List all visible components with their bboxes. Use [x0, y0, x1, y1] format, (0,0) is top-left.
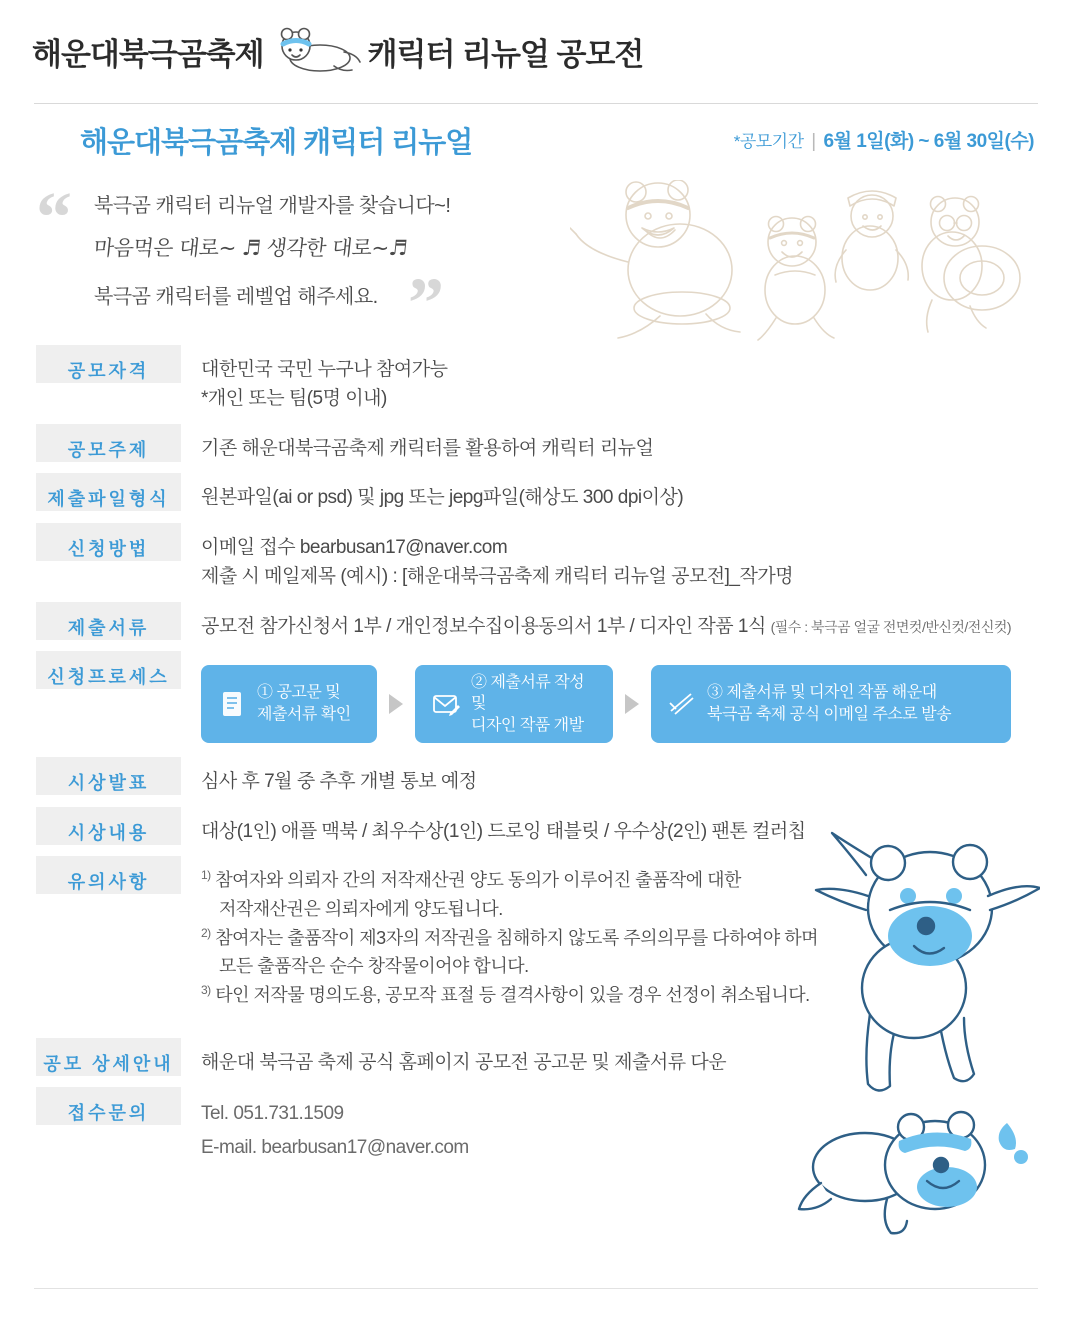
value-line: 대상(1인) 애플 맥북 / 최우수상(1인) 드로잉 태블릿 / 우수상(2인) 팬톤 컬러칩 [201, 820, 806, 842]
period-label: *공모기간 [733, 132, 804, 151]
row-value [181, 473, 1036, 522]
send-icon [665, 687, 699, 721]
arrow-icon [389, 694, 403, 714]
page-title: 해운대북극곰축제 캐릭터 리뉴얼 [80, 127, 473, 159]
value-line: 해운대 북극곰 축제 공식 홈페이지 공모전 공고문 및 제출서류 다운 [201, 1051, 727, 1073]
table-row [36, 602, 1036, 651]
row-label-text: 공모주제 [67, 439, 150, 460]
value-line: 원본파일(ai or psd) 및 jpg 또는 jepg파일(해상도 300 dpi이상) [201, 487, 684, 509]
row-label [36, 1038, 181, 1076]
table-row-process [36, 651, 1036, 757]
row-label-text: 신청프로세스 [47, 667, 170, 688]
quote-open-mark: “ [36, 177, 72, 257]
row-label [36, 757, 181, 795]
notice-number: 3) [201, 983, 211, 998]
process-step-3-label: ③ 제출서류 및 디자인 작품 해운대 북극곰 축제 공식 이메일 주소로 발송 [707, 684, 952, 724]
value-line: 제출 시 메일제목 (예시) : [해운대북극곰축제 캐릭터 리뉴얼 공모전]_작가명 [201, 566, 794, 588]
row-label-text: 시상내용 [67, 822, 150, 843]
row-label-text: 공모자격 [67, 361, 150, 381]
row-label [36, 856, 181, 894]
polar-bear-mascot-character [810, 818, 1040, 1108]
row-label-text: 신청방법 [67, 538, 150, 559]
row-label-text: 접수문의 [67, 1103, 150, 1124]
polar-bear-logo-icon [274, 22, 364, 80]
header-title: 캐릭터 리뉴얼 공모전 [367, 36, 644, 72]
row-value [181, 523, 1036, 602]
row-label [36, 424, 181, 462]
value-line: 대한민국 국민 누구나 참여가능 [201, 359, 448, 380]
value-note: (필수 : 북극곰 얼굴 전면컷/반신컷/전신컷) [770, 618, 1012, 635]
process-flow [181, 651, 1036, 757]
notice-text: 참여자는 출품작이 제3자의 저작권을 침해하지 않도록 주의의무를 다하여야 하며 [215, 927, 819, 948]
row-value [181, 424, 1036, 473]
period-value: 6월 1일(화) ~ 6월 30일(수) [823, 131, 1034, 152]
row-value [181, 602, 1036, 651]
notice-text-cont: 모든 출품작은 순수 창작물이어야 합니다. [219, 956, 529, 977]
process-step-1[interactable] [201, 665, 377, 743]
header-inner [32, 22, 643, 80]
process-step-2[interactable] [415, 665, 613, 743]
row-label-text: 제출파일형식 [47, 489, 170, 510]
table-row [36, 523, 1036, 602]
notice-number: 1) [201, 867, 211, 882]
table-row [36, 345, 1036, 424]
process-step-2-label: ② 제출서류 작성 및 디자인 작품 개발 [471, 673, 585, 734]
envelope-pencil-icon [429, 687, 463, 721]
value-line: 심사 후 7월 중 추후 개별 통보 예정 [201, 771, 477, 793]
row-value [181, 345, 1036, 424]
notice-text: 참여자와 의뢰자 간의 저작재산권 양도 동의가 이루어진 출품작에 대한 [215, 869, 741, 890]
row-label [36, 807, 181, 845]
quote-line-1: 북극곰 캐릭터 리뉴얼 개발자를 찾습니다~! [94, 195, 451, 217]
row-value [181, 651, 1036, 757]
page-header [0, 0, 1070, 103]
row-label-text: 시상발표 [67, 773, 150, 794]
quote-line-2: 마음먹은 대로~ ♬ 생각한 대로~♬ [92, 236, 409, 260]
table-row [36, 473, 1036, 522]
row-label-text: 제출서류 [67, 617, 150, 638]
contact-email: E-mail. bearbusan17@naver.com [201, 1136, 469, 1158]
value-line: *개인 또는 팀(5명 이내) [201, 388, 387, 410]
document-icon [215, 687, 249, 721]
table-row [36, 757, 1036, 806]
notice-text-cont: 저작재산권은 의뢰자에게 양도됩니다. [219, 898, 503, 919]
quote-block [36, 175, 596, 343]
quote-line-3: 북극곰 캐릭터를 레벨업 해주세요. [94, 286, 378, 308]
process-step-1-label: ① 공고문 및 제출서류 확인 [257, 684, 351, 724]
arrow-icon [625, 694, 639, 714]
process-step-3[interactable] [651, 665, 1011, 743]
row-label [36, 473, 181, 511]
footer-divider [34, 1288, 1038, 1289]
row-label-text: 유의사항 [67, 871, 150, 892]
row-label [36, 602, 181, 640]
bears-group-line-art [570, 180, 1040, 345]
header-divider [34, 103, 1038, 104]
row-label-text: 공모 상세안내 [43, 1053, 174, 1074]
contact-tel: Tel. 051.731.1509 [201, 1103, 344, 1125]
title-row [0, 120, 1070, 166]
festival-logo-text: 해운대북극곰축제 [32, 36, 264, 72]
row-label [36, 1087, 181, 1125]
notice-text: 타인 저작물 명의도용, 공모작 표절 등 결격사항이 있을 경우 선정이 취소됩니다. [215, 985, 810, 1006]
value-line: 공모전 참가신청서 1부 / 개인정보수집이용동의서 1부 / 디자인 작품 1식 [201, 615, 766, 637]
period-separator: | [811, 131, 816, 152]
table-row [36, 424, 1036, 473]
value-line: 이메일 접수 bearbusan17@naver.com [201, 536, 508, 558]
row-label [36, 523, 181, 561]
application-period [734, 126, 1034, 153]
row-value [181, 757, 1036, 806]
row-label [36, 345, 181, 383]
notice-number: 2) [201, 925, 211, 940]
polar-bear-swimming-character [795, 1095, 1045, 1245]
row-label [36, 651, 181, 689]
quote-close-mark: ” [408, 263, 444, 343]
value-line: 기존 해운대북극곰축제 캐릭터를 활용하여 캐릭터 리뉴얼 [201, 437, 654, 459]
